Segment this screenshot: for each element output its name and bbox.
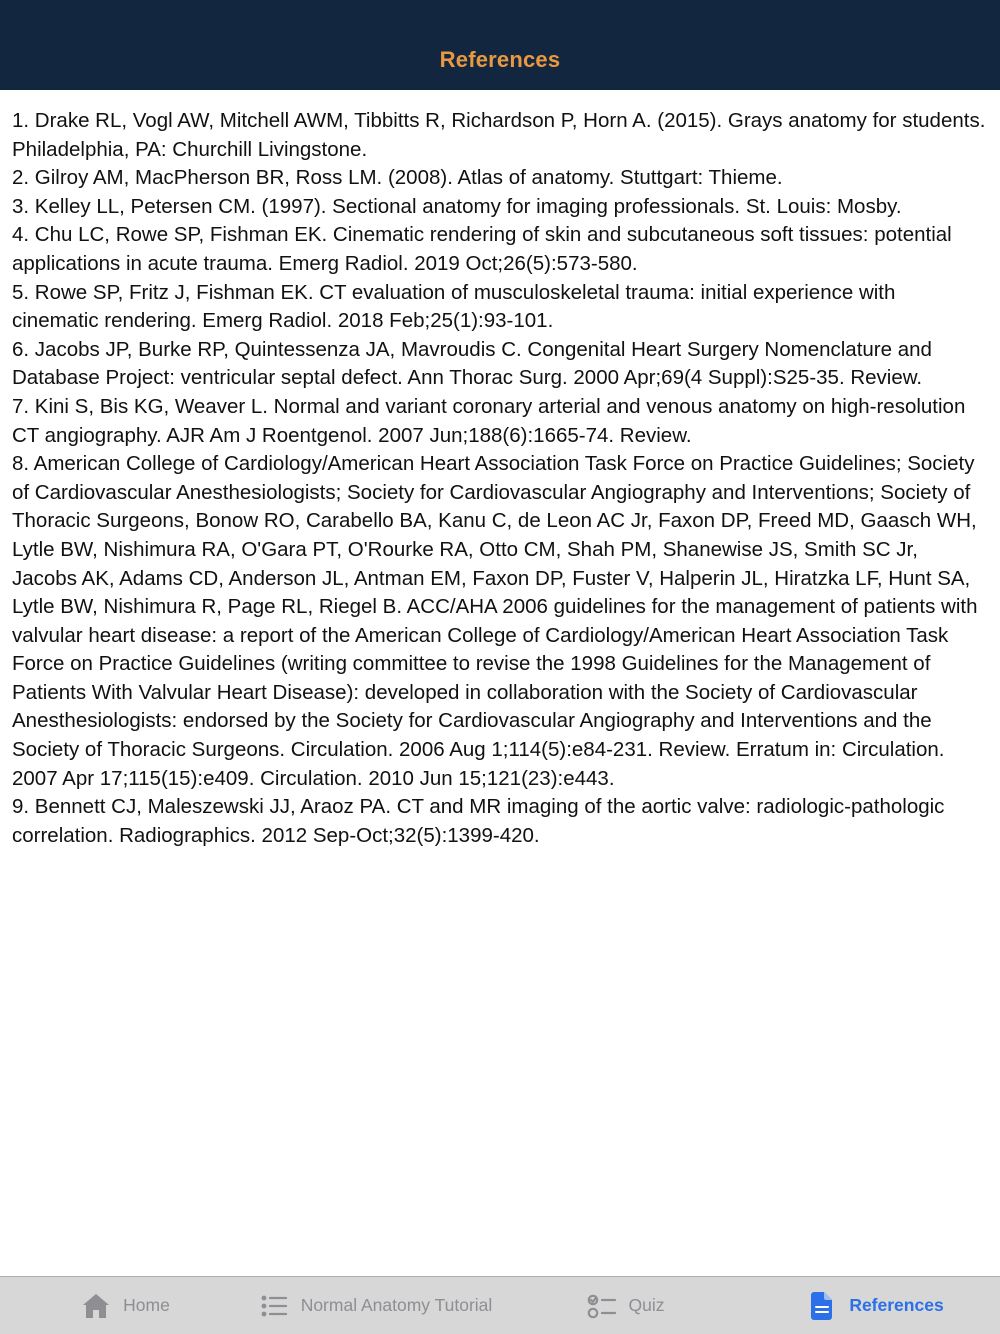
reference-item: 4. Chu LC, Rowe SP, Fishman EK. Cinematic rendering of skin and subcutaneous soft tissues: potential applications in acute trauma. Emerg Radiol. 2019 Oct;26(5):573-580. bbox=[12, 223, 952, 275]
reference-item: 2. Gilroy AM, MacPherson BR, Ross LM. (2008). Atlas of anatomy. Stuttgart: Thieme. bbox=[12, 166, 783, 190]
reference-item: 7. Kini S, Bis KG, Weaver L. Normal and variant coronary arterial and venous anatomy on high-resolution CT angiography. AJR Am J Roentgenol. 2007 Jun;188(6):1665-74. Review. bbox=[12, 394, 966, 447]
tab-bar bbox=[0, 1276, 1000, 1334]
reference-item: 8. American College of Cardiology/American Heart Association Task Force on Practice Guidelines; Society of Cardiovascular Anesthesiologists; Society for Cardiovascular Angiography and Interventions; Society of Thoracic Surgeons, Bonow RO, Carabello BA, Kanu C, de Leon AC Jr, Faxon DP, Freed MD, Gaasch WH, Lytle BW, Nishimura RA, O'Gara PT, O'Rourke RA, Otto CM, Shah PM, Shanewise JS, Smith SC Jr, Jacobs AK, Adams CD, Anderson JL, Antman EM, Faxon DP, Fuster V, Halperin JL, Hiratzka LF, Hunt SA, Lytle BW, Nishimura R, Page RL, Riegel B. ACC/AHA 2006 guidelines for the management of patients with valvular heart disease: a report of the American College of Cardiology/American Heart Association Task Force on Practice Guidelines (writing committee to revise the 1998 Guidelines for the Management of Patients With Valvular Heart Disease): developed in collaboration with the Society of Cardiovascular Anesthesiologists: endorsed by the Society for Cardiovascular Angiography and Interventions and the Society of Thoracic Surgeons. Circulation. 2006 Aug 1;114(5):e84-231. Review. Erratum in: Circulation. 2007 Apr 17;115(15):e409. Circulation. 2010 Jun 15;121(23):e443. bbox=[12, 452, 978, 790]
tab-label: Normal Anatomy Tutorial bbox=[300, 1295, 493, 1315]
tab-normal-anatomy-tutorial[interactable] bbox=[250, 1277, 500, 1334]
reference-item: 5. Rowe SP, Fritz J, Fishman EK. CT evaluation of musculoskeletal trauma: initial experience with cinematic rendering. Emerg Radiol. 2018 Feb;25(1):93-101. bbox=[12, 280, 896, 333]
page-title: References bbox=[439, 47, 561, 72]
bulleted-list-icon bbox=[258, 1290, 290, 1322]
document-icon bbox=[806, 1290, 838, 1322]
navigation-bar bbox=[0, 0, 1000, 90]
tab-label: Home bbox=[123, 1295, 170, 1315]
reference-item: 1. Drake RL, Vogl AW, Mitchell AWM, Tibbitts R, Richardson P, Horn A. (2015). Grays anatomy for students. Philadelphia, PA: Churchill Livingstone. bbox=[12, 109, 986, 161]
tab-references[interactable] bbox=[750, 1277, 1000, 1334]
tab-label: Quiz bbox=[628, 1295, 665, 1315]
references-list bbox=[0, 90, 1000, 1276]
tab-quiz[interactable] bbox=[500, 1277, 750, 1334]
checklist-icon bbox=[586, 1290, 618, 1322]
tab-label: References bbox=[849, 1295, 944, 1315]
reference-item: 3. Kelley LL, Petersen CM. (1997). Sectional anatomy for imaging professionals. St. Louis: Mosby. bbox=[12, 194, 902, 218]
reference-item: 6. Jacobs JP, Burke RP, Quintessenza JA, Mavroudis C. Congenital Heart Surgery Nomenclature and Database Project: ventricular septal defect. Ann Thorac Surg. 2000 Apr;69(4 Suppl):S25-35. Review. bbox=[12, 337, 932, 390]
home-icon bbox=[80, 1290, 112, 1322]
tab-home[interactable] bbox=[0, 1277, 250, 1334]
reference-item: 9. Bennett CJ, Maleszewski JJ, Araoz PA. CT and MR imaging of the aortic valve: radiologic-pathologic correlation. Radiographics. 2012 Sep-Oct;32(5):1399-420. bbox=[12, 795, 945, 847]
